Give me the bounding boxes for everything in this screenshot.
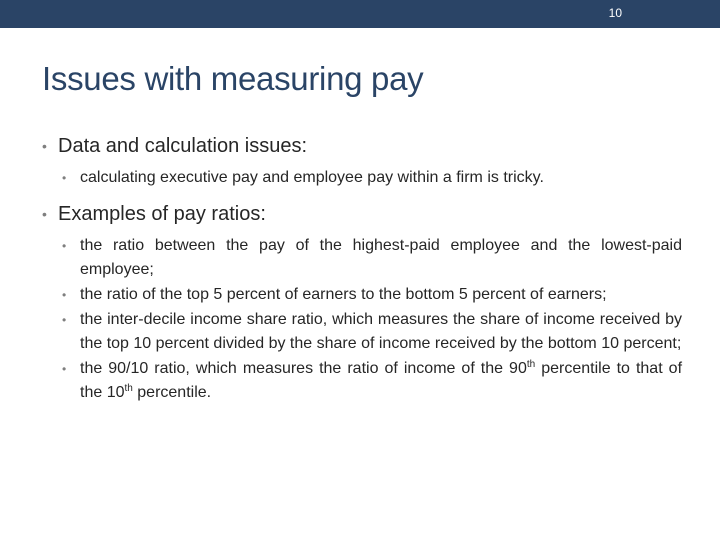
- bullet-dot-icon: •: [62, 239, 67, 253]
- sub-bullet-text: calculating executive pay and employee pay within a firm is tricky.: [80, 169, 544, 186]
- sub-bullet-text: the ratio between the pay of the highest-paid employee and the lowest-paid employee;: [80, 237, 682, 278]
- sub-bullet-item: [62, 234, 682, 282]
- sub-bullet-text: [80, 360, 682, 401]
- bullet-group-data-issues: [42, 134, 682, 190]
- slide-title: Issues with measuring pay: [42, 60, 424, 97]
- sub-bullet-text: the inter-decile income share ratio, which measures the share of income received by the top 10 percent divided by the share of income received by the bottom 10 percent;: [80, 311, 682, 352]
- bullet-dot-icon: •: [42, 138, 47, 154]
- bullet-text: Data and calculation issues:: [58, 135, 308, 157]
- sub-bullet-item: [62, 166, 682, 190]
- sub-bullet-item: [62, 283, 682, 307]
- bullet-group-pay-ratios: [42, 202, 682, 405]
- bullet-item: [42, 202, 682, 226]
- bullet-dot-icon: •: [62, 313, 67, 327]
- superscript: th: [526, 359, 536, 370]
- bullet-dot-icon: •: [62, 171, 67, 185]
- sub-bullet-text-part: percentile.: [132, 384, 212, 401]
- bullet-dot-icon: •: [62, 288, 67, 302]
- sub-bullet-list: [62, 234, 682, 405]
- sub-bullet-text-part: percentile to that of the 10: [80, 360, 683, 401]
- bullet-dot-icon: •: [62, 362, 67, 376]
- bullet-item: [42, 134, 682, 158]
- bullet-dot-icon: •: [42, 206, 47, 222]
- sub-bullet-list: [62, 166, 682, 190]
- superscript: th: [124, 383, 133, 394]
- sub-bullet-text-part: the 90/10 ratio, which measures the ratio of income of the 90: [80, 360, 527, 377]
- header-bar: [0, 0, 720, 28]
- sub-bullet-text: the ratio of the top 5 percent of earners to the bottom 5 percent of earners;: [80, 286, 607, 303]
- sub-bullet-item: [62, 357, 682, 405]
- sub-bullet-item: [62, 308, 682, 356]
- bullet-text: Examples of pay ratios:: [58, 203, 266, 225]
- page-number: 10: [608, 6, 622, 20]
- slide-body: [42, 134, 682, 406]
